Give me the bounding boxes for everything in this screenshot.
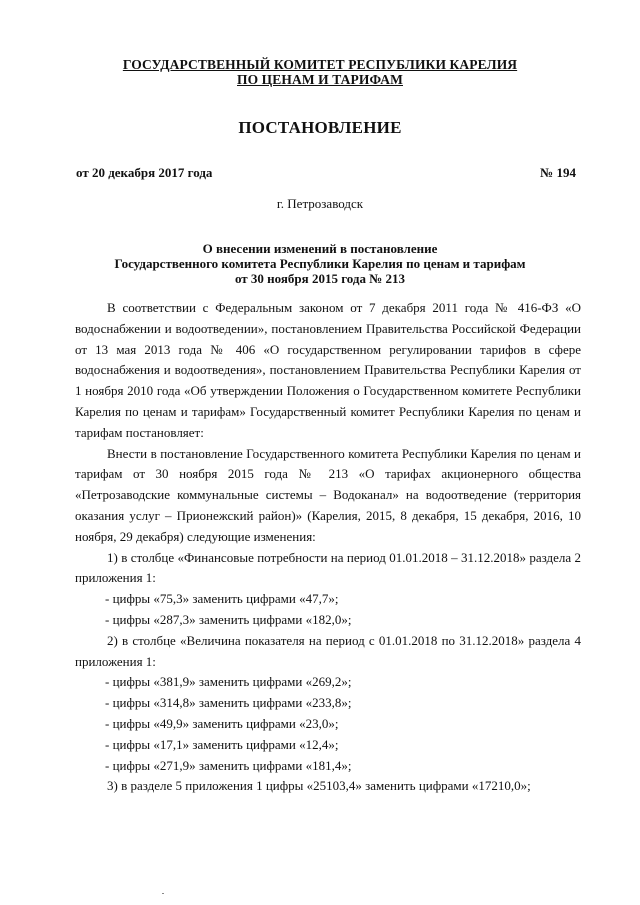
change-line: - цифры «75,3» заменить цифрами «47,7»; — [105, 591, 339, 607]
change-line: - цифры «271,9» заменить цифрами «181,4»; — [105, 757, 352, 773]
subject-line: Государственного комитета Республики Карелия по ценам и тарифам — [114, 256, 526, 271]
committee-name-line2: ПО ЦЕНАМ И ТАРИФАМ — [237, 72, 403, 87]
document-city: г. Петрозаводск — [276, 196, 364, 211]
change-item-3: 3) в разделе 5 приложения 1 цифры «25103,4» заменить цифрами «17210,0»; — [107, 778, 531, 794]
change-line: - цифры «314,8» заменить цифрами «233,8»; — [105, 695, 352, 711]
change-line: - цифры «287,3» заменить цифрами «182,0»; — [105, 611, 352, 627]
scan-artifact — [162, 893, 164, 894]
resolution-paragraph: Внести в постановление Государственного комитета Республики Карелия по ценам и тарифам от 30 ноября 2015 года № 213 «О тарифах акционерного общества «Петрозаводские коммунальные системы – Водоканал» на водоотведение (территория оказания услуг – Прионежский район)» (Карелия, 2015, 8 декабря, 15 декабря, 2016, 10 ноября, 29 декабря) следующие изменения: — [75, 445, 581, 544]
change-item-2: 2) в столбце «Величина показателя на период с 01.01.2018 по 31.12.2018» раздела 4 приложения 1: — [75, 632, 581, 669]
document-subject — [0, 241, 640, 286]
document-type-title: ПОСТАНОВЛЕНИЕ — [238, 118, 402, 137]
document-number: № 194 — [540, 165, 576, 180]
document-date: от 20 декабря 2017 года — [76, 165, 213, 180]
subject-line: от 30 ноября 2015 года № 213 — [234, 271, 406, 286]
change-line: - цифры «49,9» заменить цифрами «23,0»; — [105, 715, 339, 731]
committee-name-line1: ГОСУДАРСТВЕННЫЙ КОМИТЕТ РЕСПУБЛИКИ КАРЕЛИЯ — [122, 57, 518, 72]
subject-line: О внесении изменений в постановление — [202, 241, 438, 256]
document-body — [75, 298, 581, 797]
change-line: - цифры «381,9» заменить цифрами «269,2»; — [105, 674, 352, 690]
change-item-1: 1) в столбце «Финансовые потребности на период 01.01.2018 – 31.12.2018» раздела 2 приложения 1: — [75, 549, 581, 586]
preamble-paragraph: В соответствии с Федеральным законом от 7 декабря 2011 года № 416-ФЗ «О водоснабжении и водоотведении», постановлением Правительства Российской Федерации от 13 мая 2013 года № 406 «О государственном регулировании тарифов в сфере водоснабжения и водоотведения», постановлением Правительства Республики Карелия от 1 ноября 2010 года «Об утверждении Положения о Государственном комитете Республики Карелия по ценам и тарифам» Государственный комитет Республики Карелия по ценам и тарифам постановляет: — [75, 300, 581, 440]
change-line: - цифры «17,1» заменить цифрами «12,4»; — [105, 736, 339, 752]
